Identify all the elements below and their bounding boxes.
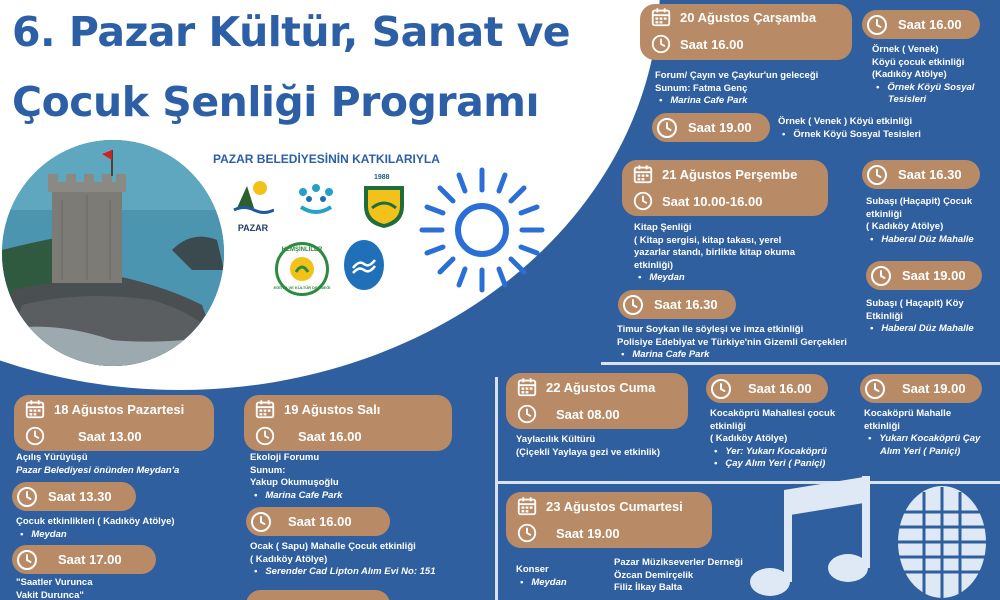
aug21-s1-line2: ( Kitap sergisi, kitap takası, yerel [634,234,782,246]
support-text: PAZAR BELEDİYESİNİN KATKILARIYLA [213,152,440,166]
aug21-s3-time: Saat 16.30 [898,167,962,182]
aug20-s1-line2: Sunum: Fatma Genç [655,82,748,94]
aug23-performer-3: Filiz İlkay Balta [614,582,683,593]
aug23-s1-line1: Konser [516,564,549,575]
aug18-s2-time-pill [12,482,136,511]
aug20-s3-line2: • Örnek Köyü Sosyal Tesisleri [778,129,921,142]
aug20-s3-details [778,116,921,141]
aug19-s2-line1: Ocak ( Sapu) Mahalle Çocuk etkinliği [250,541,416,552]
clock-icon [24,425,46,447]
aug22-s1-line1: Yaylacılık Kültürü [516,434,596,445]
aug21-s2-line3: • Marina Cafe Park [617,349,847,362]
aug22-s2-time-pill [706,374,828,403]
page-title-line2: Çocuk Şenliği Programı [12,78,540,126]
aug22-s2-time: Saat 16.00 [748,381,812,396]
calendar-icon [516,376,538,398]
aug22-s2-line5: • Çay Alım Yeri ( Paniçi) [710,458,835,471]
aug19-s1-time: Saat 16.00 [298,428,362,444]
calendar-icon [254,398,276,420]
aug20-s1-line1: Forum/ Çayın ve Çaykur'un geleceği [655,70,819,81]
aug19-s1-line4: • Marina Cafe Park [250,490,342,503]
aug20-s1-time: Saat 16.00 [680,36,744,52]
birlik-logo [358,174,410,230]
aug22-s2-line2: etkinliği [710,420,746,432]
clock-icon [650,33,672,55]
aug20-s3-time: Saat 19.00 [688,120,752,135]
clock-icon [863,377,887,401]
aug21-s4-time: Saat 19.00 [902,268,966,283]
aug22-s3-line4: Alım Yeri ( Paniçi) [880,445,961,457]
aug18-s3-time: Saat 17.00 [58,552,122,567]
aug21-s1-line4: etkinliği) [634,259,674,271]
pazar-logo-text: PAZAR [237,223,269,233]
aug21-s3-line4: • Haberal Düz Mahalle [866,234,974,247]
page-title-line1: 6. Pazar Kültür, Sanat ve [12,8,571,56]
aug21-s1-line5: • Meydan [634,272,795,285]
association-logo-1 [290,176,342,228]
clock-icon [249,510,273,534]
aug22-s1-line2: (Çiçekli Yaylaya gezi ve etkinlik) [516,446,660,458]
aug23-s1-time: Saat 19.00 [556,525,620,541]
clock-icon [15,485,39,509]
clock-icon [865,163,889,187]
aug21-s3-line1: Subaşı (Haçapit) Çocuk [866,196,973,207]
aug21-s4-line1: Subaşı ( Haçapit) Köy [866,298,964,309]
aug23-performers [614,557,743,595]
aug18-s1-details [16,452,179,477]
aug20-s1-details [655,70,818,108]
hemsinliler-logo [275,242,329,296]
aug20-s2-time: Saat 16.00 [898,17,962,32]
aug21-s2-details [617,324,847,362]
aug23-date: 23 Ağustos Cumartesi [546,498,683,514]
aug18-s2-line1: Çocuk etkinlikleri ( Kadıköy Atölye) [16,516,175,527]
aug18-s3-details [16,577,93,600]
aug21-s3-time-pill [862,160,980,189]
aug21-s3-details [866,196,974,246]
aug20-s2-line4: • Örnek Köyü Sosyal [872,82,974,95]
hemsinliler-logo-subtext: EĞİTİM VE KÜLTÜR DERNEĞİ [273,285,331,290]
aug22-s1-details [516,434,660,459]
aug19-s1-details [250,452,342,502]
calendar-icon [24,398,46,420]
aug18-date-card [14,395,214,451]
clock-icon [632,190,654,212]
pazar-logo [232,178,274,232]
calendar-icon [632,163,654,185]
aug22-s3-line1: Kocaköprü Mahalle [864,408,952,419]
aug19-s2-time-pill [246,507,390,536]
aug22-s2-details [710,408,835,471]
aug18-s1-line1: Açılış Yürüyüşü [16,452,88,463]
clock-icon [516,522,538,544]
aug22-date: 22 Ağustos Cuma [546,379,656,395]
aug22-s3-time-pill [860,374,982,403]
aug20-s2-line2: Köyü çocuk etkinliği [872,56,965,68]
aug21-s1-line3: yazarlar standı, birlikte kitap okuma [634,247,796,258]
aug22-s3-line3: • Yukarı Kocaköprü Çay [864,433,980,446]
clock-icon [869,264,893,288]
aug19-s1-line3: Yakup Okumuşoğlu [250,477,339,488]
aug23-performer-2: Özcan Demirçelik [614,569,694,581]
aug22-s3-details [864,408,980,458]
aug23-date-card [506,492,712,548]
sun-icon [412,160,552,300]
aug22-s3-line2: etkinliği [864,420,900,432]
aug21-s4-line3: • Haberal Düz Mahalle [866,323,974,336]
aug22-date-card [506,373,688,429]
aug21-s1-line1: Kitap Şenliği [634,222,692,233]
castle-photo [2,140,224,366]
aug20-date-card [640,4,852,60]
aug21-s3-line3: ( Kadıköy Atölye) [866,221,944,232]
aug21-s2-time-pill [618,290,736,319]
aug23-performer-1: Pazar Müzikseverler Derneği [614,557,743,568]
aug20-s2-line1: Örnek ( Venek) [872,44,939,55]
aug23-s1-line2: • Meydan [516,577,567,590]
aug20-date: 20 Ağustos Çarşamba [680,9,817,25]
aug18-s3-line1: "Saatler Vurunca [16,577,93,588]
aug21-date-card [622,160,828,216]
aug18-date: 18 Ağustos Pazartesi [54,401,185,417]
aug21-s2-line2: Polisiye Edebiyat ve Türkiye'nin Gizemli Gerçekleri [617,336,847,348]
aug18-s1-line2: Pazar Belediyesi önünden Meydan'a [16,464,180,476]
aug18-s2-details [16,516,175,541]
aug22-s2-line4: • Yer: Yukarı Kocaköprü [710,446,835,459]
next-time-pill-partial [246,590,390,600]
music-note-icon [740,470,900,600]
calendar-icon [650,6,672,28]
clock-icon [621,293,645,317]
clock-icon [655,116,679,140]
aug19-s2-line3: • Serender Cad Lipton Alım Evi No: 151 [250,566,435,579]
clock-icon [15,548,39,572]
aug23-s1-details [516,564,567,589]
aug20-s3-line1: Örnek ( Venek ) Köyü etkinliği [778,116,913,127]
column-divider [495,377,498,600]
aug18-s3-time-pill [12,545,156,574]
microphone-icon [884,482,1000,600]
birlik-year: 1988 [374,174,390,181]
aug21-s2-time: Saat 16.30 [654,297,718,312]
clock-icon [865,13,889,37]
aug21-s4-time-pill [866,261,982,290]
aug20-s3-time-pill [652,113,770,142]
aug19-s2-line2: ( Kadıköy Atölye) [250,553,328,565]
aug19-s2-details [250,541,435,579]
aug19-s2-time: Saat 16.00 [288,514,352,529]
aug21-date: 21 Ağustos Perşembe [662,166,798,182]
aug21-s2-line1: Timur Soykan ile söyleşi ve imza etkinliği [617,324,804,335]
aug19-date-card [244,395,452,451]
aug19-date: 19 Ağustos Salı [284,401,381,417]
aug22-s3-time: Saat 19.00 [902,381,966,396]
clock-icon [709,377,733,401]
aug21-s1-details [634,222,795,285]
aug21-s3-line2: etkinliği [866,208,902,220]
aug20-s1-line3: • Marina Cafe Park [655,95,818,108]
aug21-s4-line2: Etkinliği [866,310,903,322]
clock-icon [254,425,276,447]
aug18-s3-line2: Vakit Durunca" [16,589,84,600]
section-divider [601,362,1000,365]
aug22-s2-line3: ( Kadıköy Atölye) [710,433,788,444]
aug18-s2-line2: • Meydan [16,529,175,542]
aug19-s1-line2: Sunum: [250,464,286,476]
clock-icon [516,403,538,425]
calendar-icon [516,495,538,517]
hemsinliler-logo-text: HEMŞİNLİLER [281,247,323,253]
aug18-s2-time: Saat 13.30 [48,489,112,504]
aug20-s2-line3: (Kadıköy Atölye) [872,69,947,80]
municipal-seal-logo [344,240,384,290]
aug21-s1-time: Saat 10.00-16.00 [662,193,763,209]
aug20-s2-line5: Tesisleri [888,94,927,105]
aug18-s1-time: Saat 13.00 [78,428,142,444]
aug22-s1-time: Saat 08.00 [556,406,620,422]
aug20-s2-time-pill [862,10,980,39]
aug21-s4-details [866,298,974,336]
aug19-s1-line1: Ekoloji Forumu [250,452,320,463]
aug20-s2-details [872,44,974,107]
aug22-s2-line1: Kocaköprü Mahallesi çocuk [710,408,836,419]
